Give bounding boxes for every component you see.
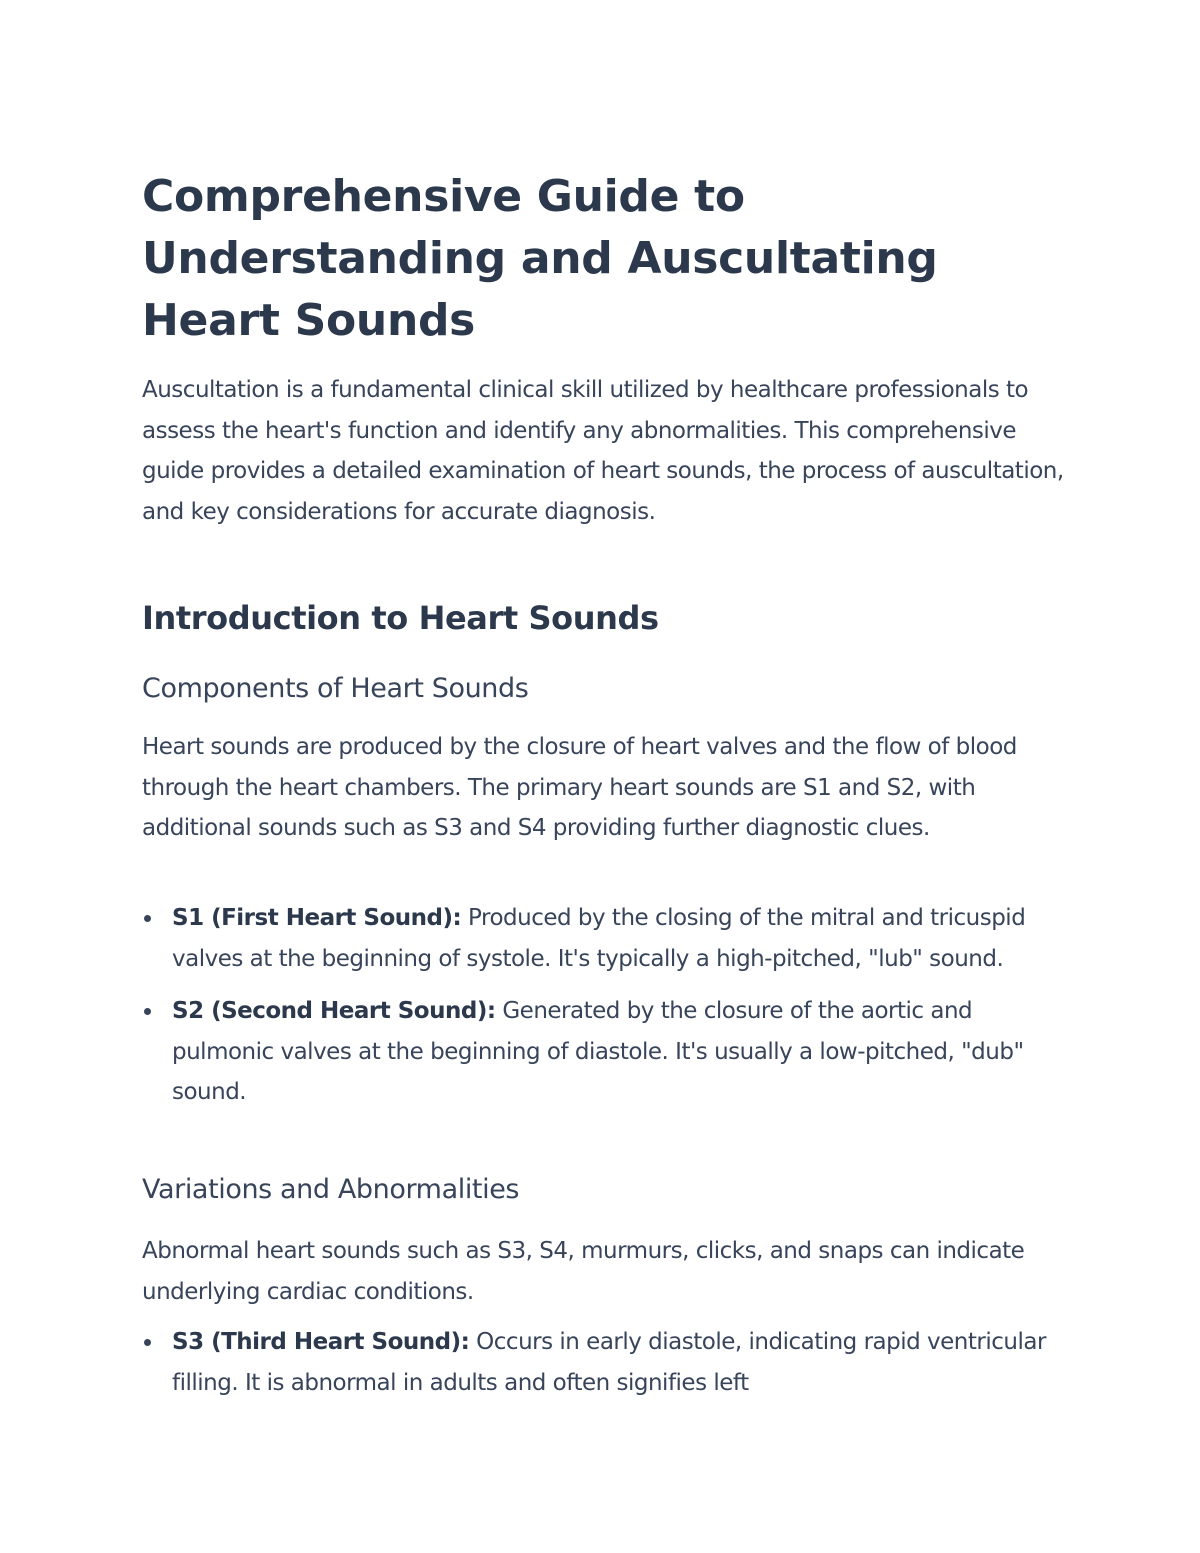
subheading-variations: Variations and Abnormalities	[142, 1174, 520, 1205]
bullet-icon	[144, 915, 151, 922]
components-paragraph: Heart sounds are produced by the closure of heart valves and the flow of blood through the heart chambers. The primary heart sounds are S1 and S2, with additional sounds such as S3 and S4 providing further diagnostic clues.	[142, 734, 1017, 841]
section-heading-intro: Introduction to Heart Sounds	[142, 599, 659, 637]
subheading-components: Components of Heart Sounds	[142, 673, 529, 704]
desc-s3: Occurs in early diastole, indicating rapid ventricular filling. It is abnormal in adults and often signifies left	[172, 1329, 1046, 1396]
intro-paragraph: Auscultation is a fundamental clinical skill utilized by healthcare professionals to assess the heart's function and identify any abnormalities. This comprehensive guide provides a detailed examination of heart sounds, the process of auscultation, and key considerations for accurate diagnosis.	[142, 377, 1064, 525]
term-s3: S3 (Third Heart Sound):	[172, 1329, 470, 1355]
list-item-s1	[142, 898, 1067, 979]
desc-s2: Generated by the closure of the aortic and pulmonic valves at the beginning of diastole. It's usually a low-pitched, "dub" sound.	[172, 998, 1024, 1105]
desc-s1: Produced by the closing of the mitral and tricuspid valves at the beginning of systole. It's typically a high-pitched, "lub" sound.	[172, 905, 1026, 972]
list-item-s2	[142, 991, 1067, 1113]
bullet-icon	[144, 1339, 151, 1346]
variations-paragraph: Abnormal heart sounds such as S3, S4, murmurs, clicks, and snaps can indicate underlying cardiac conditions.	[142, 1238, 1025, 1305]
term-s1: S1 (First Heart Sound):	[172, 905, 462, 931]
bullet-icon	[144, 1008, 151, 1015]
list-item-s3	[142, 1322, 1067, 1403]
document-title: Comprehensive Guide to Understanding and Auscultating Heart Sounds	[142, 171, 938, 346]
components-list	[142, 898, 1067, 1125]
term-s2: S2 (Second Heart Sound):	[172, 998, 496, 1024]
variations-list	[142, 1322, 1067, 1415]
